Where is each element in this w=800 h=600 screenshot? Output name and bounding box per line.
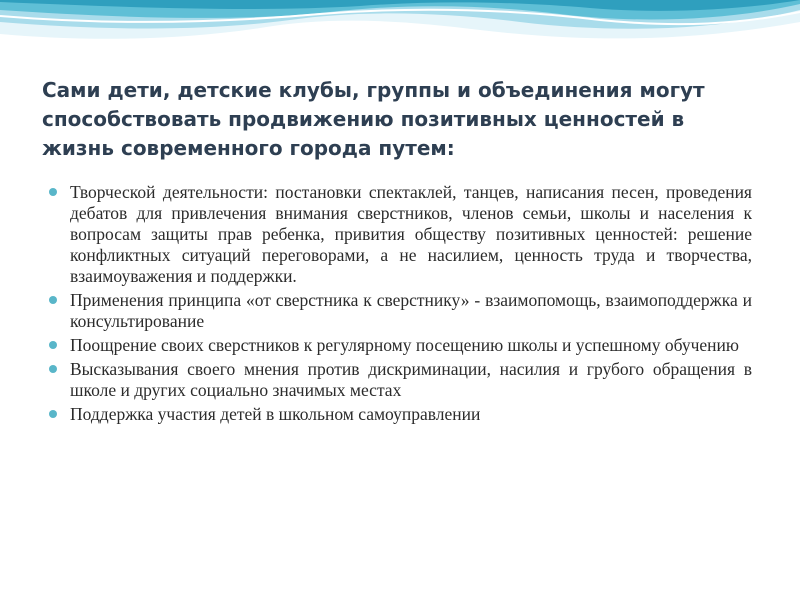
bullet-text: Творческой деятельности: постановки спектаклей, танцев, написания песен, проведения дебатов для привлечения внимания сверстников, членов семьи, школы и населения к вопросам защиты прав ребенка, привития обществу позитивных ценностей: решение конфликтных ситуаций переговорами, а не насилием, ценность труда и творчества, взаимоуважения и поддержки.: [70, 182, 752, 286]
bullet-text: Применения принципа «от сверстника к сверстнику» - взаимопомощь, взаимоподдержка и консультирование: [70, 290, 752, 331]
bullet-item-peer-principle: [48, 290, 752, 332]
bullet-dot-icon: [49, 296, 57, 304]
bullet-dot-icon: [49, 188, 57, 196]
bullet-list: [48, 182, 752, 428]
bullet-dot-icon: [49, 341, 57, 349]
bullet-item-creative: [48, 182, 752, 287]
bullet-item-anti-discrimination: [48, 359, 752, 401]
bullet-item-self-government: [48, 404, 752, 425]
bullet-text: Поощрение своих сверстников к регулярному посещению школы и успешному обучению: [70, 335, 739, 355]
bullet-text: Поддержка участия детей в школьном самоуправлении: [70, 404, 481, 424]
slide-title: Сами дети, детские клубы, группы и объединения могут способствовать продвижению позитивных ценностей в жизнь современного города путем:: [42, 78, 705, 160]
bullet-dot-icon: [49, 365, 57, 373]
decorative-wave-header: [0, 0, 800, 80]
bullet-item-school-attendance: [48, 335, 752, 356]
bullet-text: Высказывания своего мнения против дискриминации, насилия и грубого обращения в школе и других социально значимых местах: [70, 359, 752, 400]
bullet-dot-icon: [49, 410, 57, 418]
